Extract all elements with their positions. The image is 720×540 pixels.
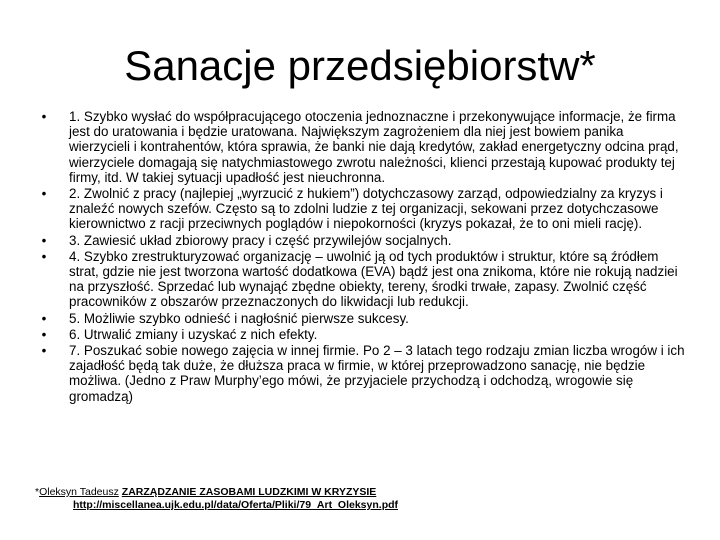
- bullet-list: [38, 109, 688, 405]
- bullet-dot-icon: •: [41, 109, 47, 124]
- bullet-text: 5. Możliwie szybko odnieść i nagłośnić pierwsze sukcesy.: [69, 310, 409, 326]
- footnote-title-link[interactable]: ZARZĄDZANIE ZASOBAMI LUDZKIMI W KRYZYSIE: [121, 486, 377, 498]
- bullet-dot-icon: •: [41, 232, 47, 248]
- bullet-text: 3. Zawiesić układ zbiorowy pracy i część przywilejów socjalnych.: [69, 232, 452, 248]
- bullet-dot-icon: •: [41, 343, 47, 359]
- bullet-item-6: [38, 327, 688, 342]
- bullet-item-4: [38, 249, 688, 310]
- footnote-author-link[interactable]: Oleksyn Tadeusz: [39, 486, 119, 498]
- bullet-item-3: [38, 233, 688, 248]
- bullet-item-2: [38, 186, 688, 232]
- bullet-text: 4. Szybko zrestrukturyzować organizację – uwolnić ją od tych produktów i struktur, które są źródłem strat, gdzie nie jest tworzona wartość dodatkowa (EVA) bądź jest ona znikoma, które nie rokują nadziei na przyszłość. Sprzedać lub wynająć zbędne obiekty, tereny, środki trwałe, zapasy. Zwolnić część pracowników z obszarów przeznaczonych do likwidacji lub redukcji.: [69, 248, 678, 310]
- footnote-marker: *: [35, 486, 40, 498]
- bullet-text: 2. Zwolnić z pracy (najlepiej „wyrzucić z hukiem”) dotychczasowy zarząd, odpowiedzialny za kryzys i znaleźć nowych szefów. Często są to zdolni ludzie z tej organizacji, sekowani przez dotychczasowe kierownictwo z racji przeciwnych poglądów i niepokorności (kryzys pokazał, że to oni mieli rację).: [69, 186, 663, 232]
- footnote-url-link[interactable]: http://miscellanea.ujk.edu.pl/data/Oferta/Pliki/79_Art_Oleksyn.pdf: [73, 499, 399, 511]
- bullet-dot-icon: •: [41, 186, 47, 202]
- bullet-item-7: [38, 343, 688, 404]
- bullet-text: 7. Poszukać sobie nowego zajęcia w innej firmie. Po 2 – 3 latach tego rodzaju zmian liczba wrogów i ich zajadłość będą tak duże, że dłuższa praca w firmie, w której przeprowadzono sanację, nie będzie możliwa. (Jedno z Praw Murphy’ego mówi, że przyjaciele przychodzą i odchodzą, wrogowie się gromadzą): [69, 343, 685, 404]
- bullet-dot-icon: •: [41, 310, 47, 326]
- bullet-dot-icon: •: [41, 326, 47, 342]
- bullet-text: 1. Szybko wysłać do współpracującego otoczenia jednoznaczne i przekonywujące informacje, że firma jest do uratowania i będzie uratowana. Największym zagrożeniem dla niej jest bowiem panika wierzycieli i kontrahentów, która sprawia, że banki nie dają kredytów, zakład energetyczny odcina prąd, wierzyciele domagają się natychmiastowego zwrotu należności, klienci przestają kupować produkty tej firmy, itd. W takiej sytuacji upadłość jest nieuchronna.: [69, 109, 679, 185]
- bullet-text: 6. Utrwalić zmiany i uzyskać z nich efekty.: [69, 326, 318, 342]
- slide-title: Sanacje przedsiębiorstw*: [124, 42, 596, 89]
- bullet-item-1: [38, 109, 688, 185]
- bullet-dot-icon: •: [41, 248, 47, 264]
- footnote: [35, 486, 695, 512]
- bullet-item-5: [38, 311, 688, 326]
